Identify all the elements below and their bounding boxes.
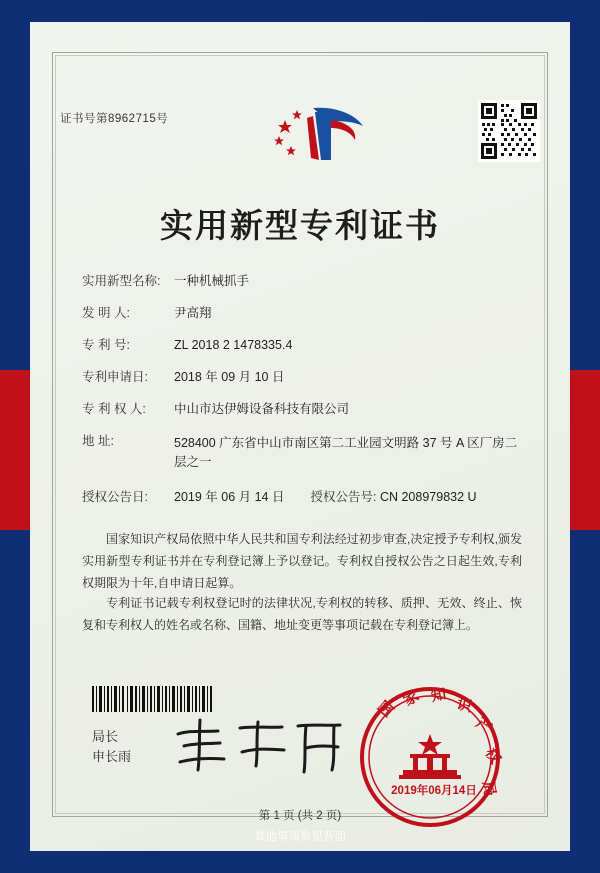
field-label: 专 利 权 人: (82, 402, 146, 416)
handwritten-signature-icon (170, 712, 350, 782)
field-value: 528400 广东省中山市南区第二工业园文明路 37 号 A 区厂房二层之一 (174, 436, 518, 470)
field-value: ZL 2018 2 1478335.4 (174, 338, 293, 352)
signature-label-title: 局长 (92, 729, 119, 744)
paragraph-2 (82, 592, 522, 636)
svg-text:权: 权 (481, 744, 505, 767)
signature-label-name: 申长雨 (92, 748, 132, 764)
field-row-name (82, 274, 532, 289)
field-label: 授权公告日: (82, 489, 148, 504)
field-value: 尹高翔 (174, 306, 212, 320)
barcode-icon (92, 686, 212, 712)
cnipa-logo-icon (255, 100, 375, 170)
certificate-number: 证书号第8962715号 (60, 113, 169, 125)
field-row-address (82, 434, 532, 473)
field-list (82, 274, 532, 519)
field-label: 专利申请日: (82, 370, 148, 384)
field-row-application-date (82, 370, 532, 385)
page-indicator: 第 1 页 (共 2 页) (258, 810, 342, 822)
svg-text:知: 知 (429, 684, 448, 705)
qr-code-icon (478, 100, 540, 162)
field-value: 2019 年 06 月 14 日 (174, 489, 285, 504)
field-label: 发 明 人: (82, 306, 130, 320)
paragraph-1-text: 国家知识产权局依照中华人民共和国专利法经过初步审查,决定授予专利权,颁发实用新型专利证书并在专利登记簿上予以登记。专利权自授权公告之日起生效,专利权期限为十年,自申请日起算。 (82, 532, 522, 591)
paragraph-2-text: 专利证书记载专利权登记时的法律状况,专利权的转移、质押、无效、终止、恢复和专利权人的姓名或名称、国籍、地址变更等事项记载在专利登记簿上。 (82, 596, 522, 633)
field-label: 地 址: (82, 434, 114, 448)
certificate-content (30, 22, 570, 851)
footer-note: 其他事项参见背面 (254, 831, 346, 843)
right-red-band (570, 370, 600, 530)
certificate-paper (30, 22, 570, 851)
field-value: 中山市达伊姆设备科技有限公司 (174, 402, 350, 416)
field-row-inventor (82, 306, 532, 321)
svg-text:家: 家 (400, 686, 423, 710)
left-red-band (0, 370, 30, 530)
signature-labels (92, 727, 131, 766)
field-value: 2018 年 09 月 10 日 (174, 370, 285, 384)
field-row-grant (82, 490, 532, 505)
field-row-patent-number (82, 338, 532, 353)
seal-date: 2019年06月14日 (391, 785, 477, 797)
field-value: 一种机械抓手 (174, 274, 250, 288)
paragraph-1 (82, 528, 522, 595)
svg-text:产: 产 (472, 713, 496, 738)
field-label: 实用新型名称: (82, 274, 161, 288)
field-value-grant-number: CN 208979832 U (379, 489, 477, 504)
svg-text:识: 识 (455, 694, 474, 716)
field-label-grant-number: 授权公告号: (310, 489, 377, 504)
svg-text:局: 局 (479, 779, 500, 798)
svg-text:国: 国 (374, 697, 399, 721)
field-row-patentee (82, 402, 532, 417)
page-title: 实用新型专利证书 (160, 206, 440, 245)
field-label: 专 利 号: (82, 338, 130, 352)
